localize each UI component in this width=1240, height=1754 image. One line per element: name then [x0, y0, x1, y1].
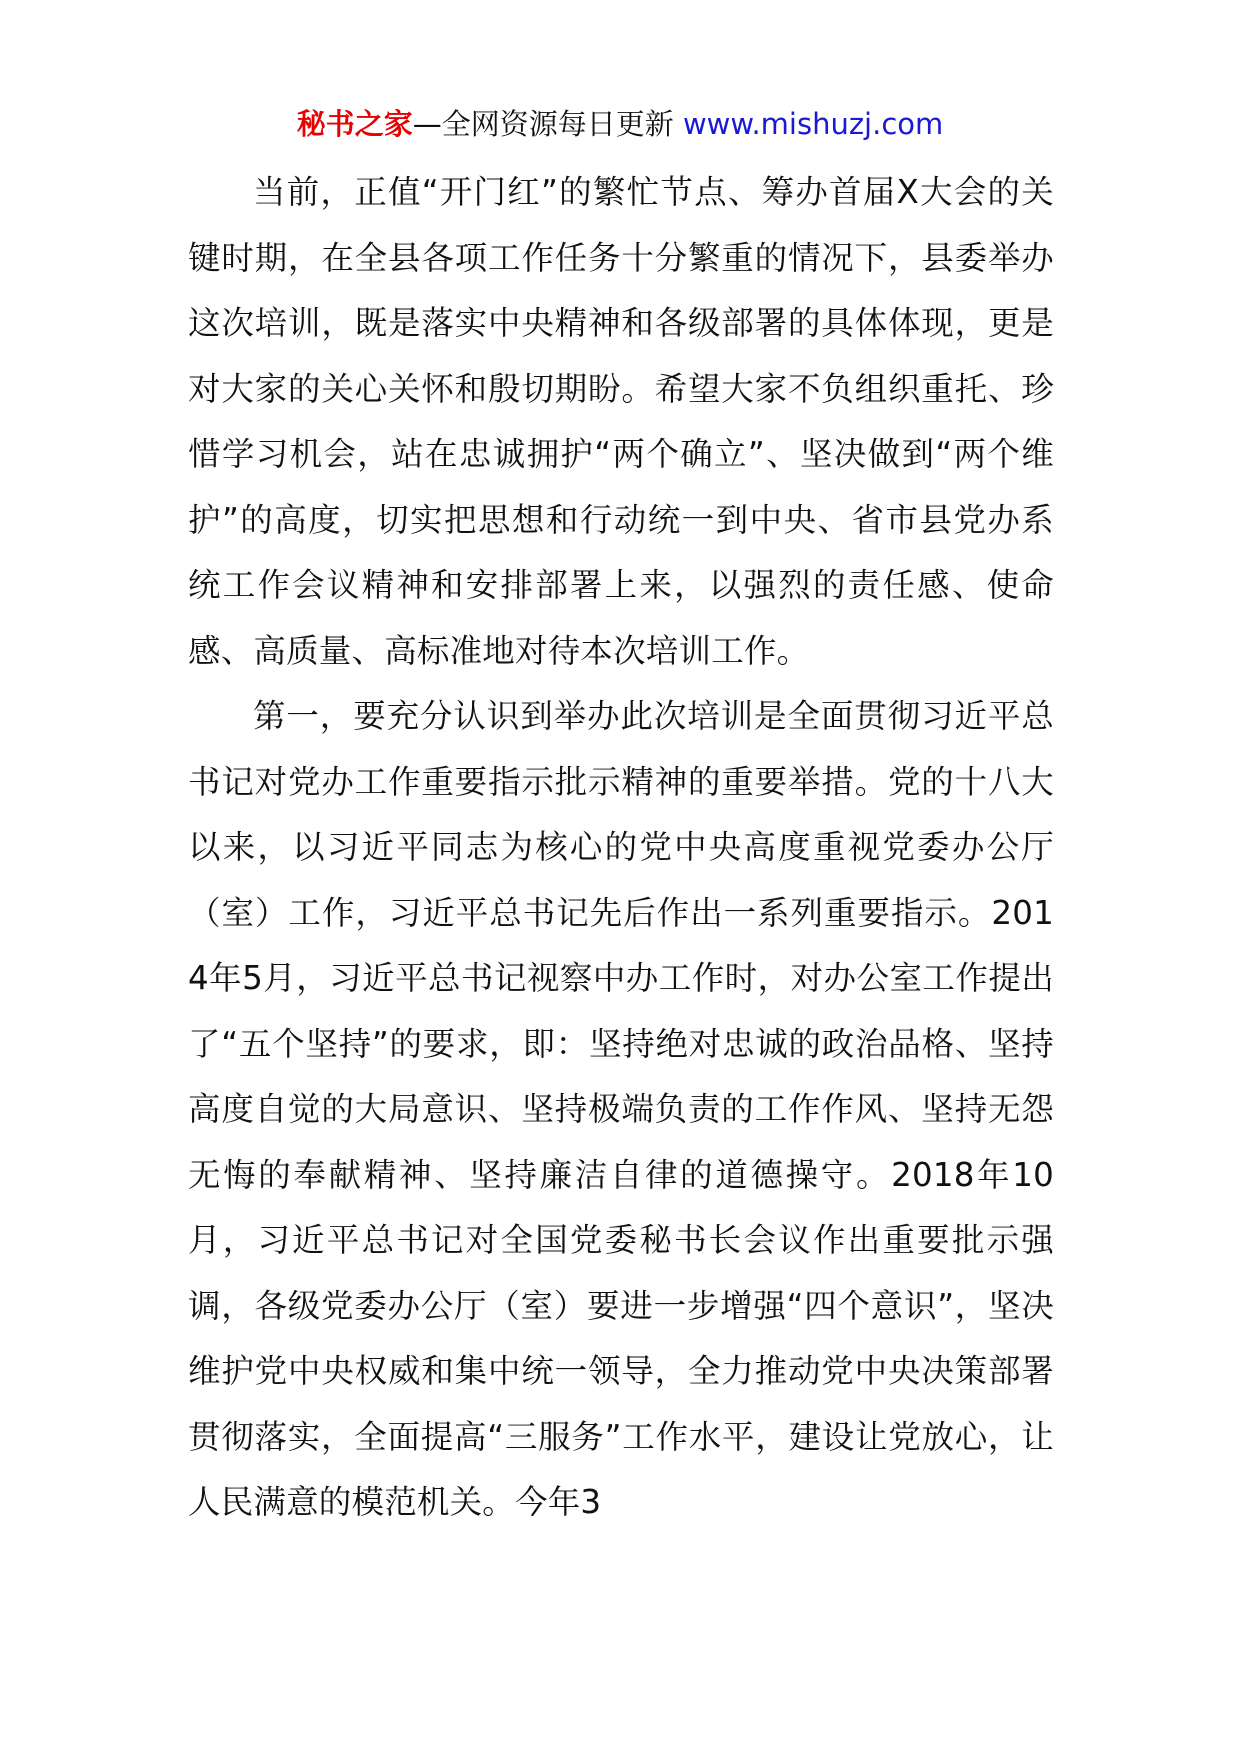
site-url-link[interactable]: www.mishuzj.com — [682, 107, 944, 141]
paragraph-2: 第一，要充分认识到举办此次培训是全面贯彻习近平总书记对党办工作重要指示批示精神的重要举措。党的十八大以来，以习近平同志为核心的党中央高度重视党委办公厅（室）工作，习近平总书记先后作出一系列重要指示。2014年5月，习近平总书记视察中办工作时，对办公室工作提出了“五个坚持”的要求，即：坚持绝对忠诚的政治品格、坚持高度自觉的大局意识、坚持极端负责的工作作风、坚持无怨无悔的奉献精神、坚持廉洁自律的道德操守。2018年10月，习近平总书记对全国党委秘书长会议作出重要批示强调，各级党委办公厅（室）要进一步增强“四个意识”，坚决维护党中央权威和集中统一领导，全力推动党中央决策部署贯彻落实，全面提高“三服务”工作水平，建设让党放心，让人民满意的模范机关。今年3 — [188, 697, 1054, 1521]
paragraph-1: 当前，正值“开门红”的繁忙节点、筹办首届X大会的关键时期，在全县各项工作任务十分繁重的情况下，县委举办这次培训，既是落实中央精神和各级部署的具体体现，更是对大家的关心关怀和殷切期盼。希望大家不负组织重托、珍惜学习机会，站在忠诚拥护“两个确立”、坚决做到“两个维护”的高度，切实把思想和行动统一到中央、省市县党办系统工作会议精神和安排部署上来，以强烈的责任感、使命感、高质量、高标准地对待本次培训工作。 — [188, 173, 1054, 670]
page-header — [0, 104, 1240, 144]
document-body — [188, 160, 1054, 1536]
header-tagline: —全网资源每日更新 — [412, 107, 674, 141]
brand-name: 秘书之家 — [296, 107, 413, 141]
